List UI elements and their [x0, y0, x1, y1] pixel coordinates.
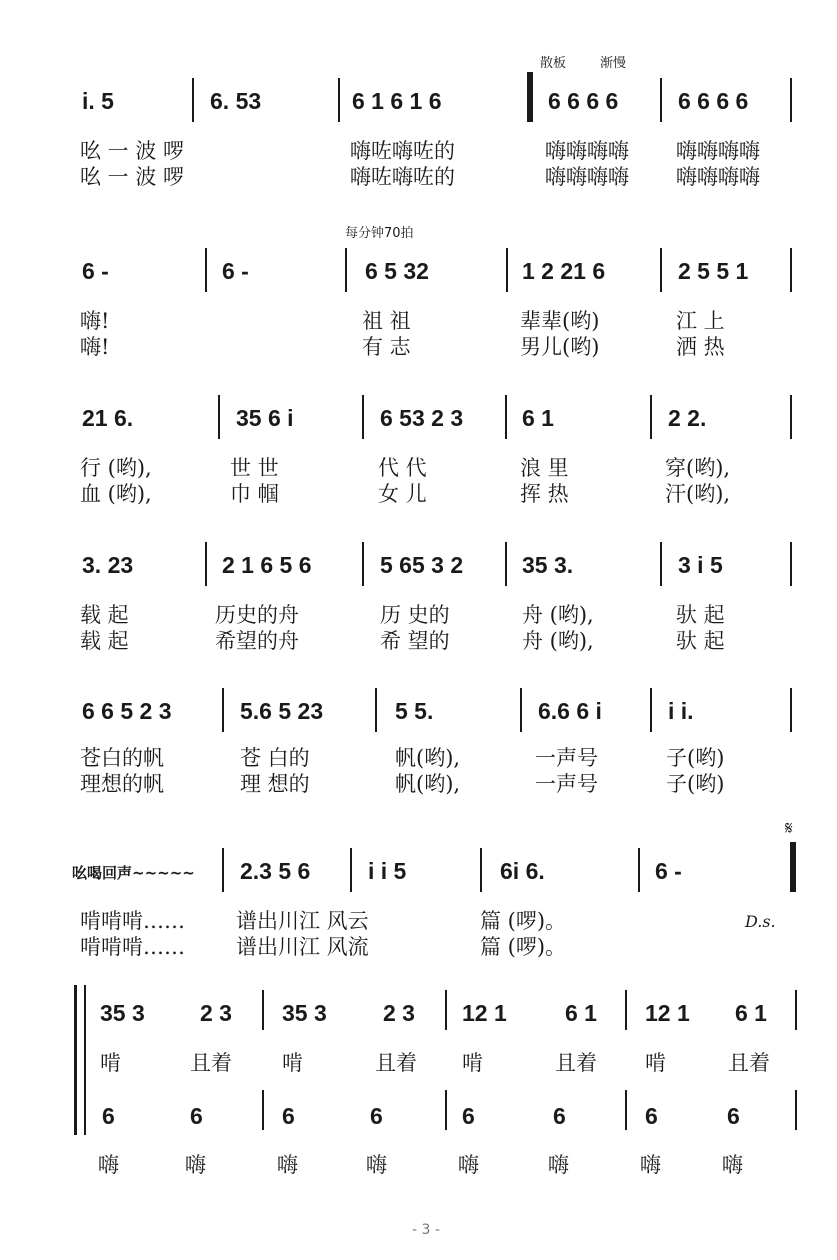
barline: [790, 395, 792, 439]
sys5-lyric-1c: 帆(哟),: [395, 746, 461, 770]
sys3-lyric-2c: 女 儿: [378, 482, 427, 506]
sys6-lyric-2c: 篇 (啰)。: [480, 935, 567, 959]
barline: [790, 248, 792, 292]
sys4-lyric-2c: 希 望的: [380, 629, 450, 653]
lower-note: 6: [190, 1103, 203, 1129]
lower-lyric: 嗨: [98, 1153, 119, 1177]
sys4-measure-5: 3 i 5: [678, 552, 723, 578]
sys3-measure-4: 6 1: [522, 405, 554, 431]
sys1-lyric-2a: 吆 一 波 啰: [80, 165, 185, 189]
sys4-lyric-2d: 舟 (哟),: [522, 629, 594, 653]
barline: [790, 78, 792, 122]
barline: [650, 688, 652, 732]
sys5-lyric-1e: 子(哟): [666, 746, 725, 770]
sys4-measure-1: 3. 23: [82, 552, 134, 578]
barline: [345, 248, 347, 292]
system-barline: [84, 985, 86, 1135]
lower-note: 6: [645, 1103, 658, 1129]
lower-note: 6: [102, 1103, 115, 1129]
barline: [790, 542, 792, 586]
end-barline: [790, 842, 796, 892]
lower-lyric: 嗨: [548, 1153, 569, 1177]
sys2-lyric-1c: 辈辈(哟): [520, 309, 600, 333]
sys2-measure-1: 6 -: [82, 258, 109, 284]
barline: [205, 542, 207, 586]
call-echo-label: 吆喝回声~~~~~: [72, 864, 195, 882]
barline: [362, 542, 364, 586]
barline: [638, 848, 640, 892]
barline: [505, 542, 507, 586]
sys1-measure-3: 6 1 6 1 6: [352, 88, 442, 114]
sys3-lyric-1a: 行 (哟),: [80, 456, 152, 480]
upper-lyric: 且着: [375, 1051, 417, 1075]
tempo-slow: 渐慢: [600, 56, 627, 71]
lower-lyric: 嗨: [366, 1153, 387, 1177]
upper-lyric: 啃: [282, 1051, 303, 1075]
upper-lyric: 啃: [100, 1051, 121, 1075]
barline: [480, 848, 482, 892]
sys6-lyric-2b: 谱出川江 风流: [236, 935, 369, 959]
sys1-lyric-1d: 嗨嗨嗨嗨: [676, 139, 760, 163]
barline: [625, 990, 627, 1030]
barline: [660, 542, 662, 586]
tempo-free: 散板: [540, 56, 567, 71]
sys6-lyric-2a: 啃啃啃……: [80, 935, 185, 959]
sys3-lyric-1b: 世 世: [230, 456, 279, 480]
lower-lyric: 嗨: [458, 1153, 479, 1177]
barline: [660, 248, 662, 292]
sys4-lyric-1b: 历史的舟: [215, 603, 299, 627]
dal-segno-mark: D.s.: [745, 912, 776, 931]
sys4-lyric-1d: 舟 (哟),: [522, 603, 594, 627]
sys6-measure-4: 6 -: [655, 858, 682, 884]
barline: [520, 688, 522, 732]
lower-note: 6: [462, 1103, 475, 1129]
sys3-lyric-1e: 穿(哟),: [665, 456, 731, 480]
sys4-lyric-1c: 历 史的: [380, 603, 450, 627]
sys5-lyric-2c: 帆(哟),: [395, 772, 461, 796]
sys2-lyric-2d: 洒 热: [676, 335, 725, 359]
lower-lyric: 嗨: [640, 1153, 661, 1177]
sys5-lyric-2d: 一声号: [535, 772, 598, 796]
sys2-measure-3: 6 5 32: [365, 258, 429, 284]
sys5-lyric-1b: 苍 白的: [240, 746, 310, 770]
sys2-measure-5: 2 5 5 1: [678, 258, 749, 284]
barline: [338, 78, 340, 122]
barline: [205, 248, 207, 292]
segno-icon: 𝄋: [785, 818, 793, 839]
sys6-measure-2: i i 5: [368, 858, 407, 884]
tempo-bpm: 每分钟70拍: [345, 226, 414, 241]
sys3-lyric-2e: 汗(哟),: [665, 482, 731, 506]
barline: [445, 990, 447, 1030]
sys2-lyric-2a: 嗨!: [80, 335, 110, 359]
upper-note: 6 1: [565, 1000, 597, 1026]
sys4-lyric-1a: 载 起: [80, 603, 129, 627]
sys4-measure-2: 2 1 6 5 6: [222, 552, 312, 578]
sys5-lyric-1a: 苍白的帆: [80, 746, 164, 770]
sys2-lyric-2c: 男儿(哟): [520, 335, 600, 359]
sys1-lyric-1b: 嗨咗嗨咗的: [350, 139, 455, 163]
lower-lyric: 嗨: [722, 1153, 743, 1177]
sys4-measure-3: 5 65 3 2: [380, 552, 464, 578]
upper-note: 2 3: [200, 1000, 232, 1026]
sys5-lyric-2e: 子(哟): [666, 772, 725, 796]
system-brace: [74, 985, 83, 1135]
sys6-lyric-1a: 啃啃啃……: [80, 909, 185, 933]
barline: [362, 395, 364, 439]
sys4-lyric-1e: 驮 起: [676, 603, 725, 627]
sys5-measure-3: 5 5.: [395, 698, 434, 724]
sys5-measure-4: 6.6 6 i: [538, 698, 602, 724]
sys1-measure-2: 6. 53: [210, 88, 262, 114]
sys3-measure-3: 6 53 2 3: [380, 405, 464, 431]
upper-note: 12 1: [645, 1000, 690, 1026]
upper-note: 6 1: [735, 1000, 767, 1026]
barline: [350, 848, 352, 892]
sys1-measure-5: 6 6 6 6: [678, 88, 749, 114]
barline: [262, 1090, 264, 1130]
sys6-lyric-1c: 篇 (啰)。: [480, 909, 567, 933]
lower-lyric: 嗨: [277, 1153, 298, 1177]
sys2-measure-4: 1 2 21 6: [522, 258, 606, 284]
barline: [660, 78, 662, 122]
sys2-lyric-2b: 有 志: [362, 335, 411, 359]
upper-note: 35 3: [100, 1000, 145, 1026]
barline: [650, 395, 652, 439]
upper-note: 2 3: [383, 1000, 415, 1026]
barline: [445, 1090, 447, 1130]
barline: [222, 848, 224, 892]
sys3-lyric-1c: 代 代: [378, 456, 427, 480]
barline: [506, 248, 508, 292]
barline: [790, 688, 792, 732]
sys2-lyric-1a: 嗨!: [80, 309, 110, 333]
lower-note: 6: [727, 1103, 740, 1129]
sys1-measure-4: 6 6 6 6: [548, 88, 619, 114]
sys3-measure-5: 2 2.: [668, 405, 707, 431]
sys3-measure-2: 35 6 i: [236, 405, 294, 431]
sys4-lyric-2a: 载 起: [80, 629, 129, 653]
sys3-lyric-1d: 浪 里: [520, 456, 569, 480]
sys3-measure-1: 21 6.: [82, 405, 134, 431]
upper-lyric: 且着: [555, 1051, 597, 1075]
sys5-measure-1: 6 6 5 2 3: [82, 698, 172, 724]
sys1-lyric-2b: 嗨咗嗨咗的: [350, 165, 455, 189]
barline: [795, 1090, 797, 1130]
sys5-measure-2: 5.6 5 23: [240, 698, 324, 724]
sys5-lyric-2b: 理 想的: [240, 772, 310, 796]
upper-note: 12 1: [462, 1000, 507, 1026]
sys1-lyric-1a: 吆 一 波 啰: [80, 139, 185, 163]
lower-lyric: 嗨: [185, 1153, 206, 1177]
sys4-measure-4: 35 3.: [522, 552, 574, 578]
barline: [222, 688, 224, 732]
upper-lyric: 且着: [728, 1051, 770, 1075]
sys4-lyric-2b: 希望的舟: [215, 629, 299, 653]
lower-note: 6: [282, 1103, 295, 1129]
sys1-measure-1: i. 5: [82, 88, 114, 114]
page-number: - 3 -: [412, 1222, 440, 1238]
sys3-lyric-2b: 巾 帼: [230, 482, 279, 506]
sys3-lyric-2a: 血 (哟),: [80, 482, 152, 506]
sys5-lyric-1d: 一声号: [535, 746, 598, 770]
sys1-lyric-1c: 嗨嗨嗨嗨: [545, 139, 629, 163]
sys1-lyric-2d: 嗨嗨嗨嗨: [676, 165, 760, 189]
repeat-barline: [527, 72, 533, 122]
sys1-lyric-2c: 嗨嗨嗨嗨: [545, 165, 629, 189]
upper-lyric: 啃: [645, 1051, 666, 1075]
barline: [625, 1090, 627, 1130]
sys6-measure-1: 2.3 5 6: [240, 858, 311, 884]
sys5-measure-5: i i.: [668, 698, 694, 724]
sys3-lyric-2d: 挥 热: [520, 482, 569, 506]
sys2-lyric-1d: 江 上: [676, 309, 725, 333]
barline: [795, 990, 797, 1030]
upper-note: 35 3: [282, 1000, 327, 1026]
sys2-measure-2: 6 -: [222, 258, 249, 284]
barline: [262, 990, 264, 1030]
sys5-lyric-2a: 理想的帆: [80, 772, 164, 796]
lower-note: 6: [553, 1103, 566, 1129]
sys4-lyric-2e: 驮 起: [676, 629, 725, 653]
barline: [192, 78, 194, 122]
barline: [505, 395, 507, 439]
lower-note: 6: [370, 1103, 383, 1129]
upper-lyric: 且着: [190, 1051, 232, 1075]
barline: [375, 688, 377, 732]
barline: [218, 395, 220, 439]
sys6-measure-3: 6i 6.: [500, 858, 545, 884]
sys2-lyric-1b: 祖 祖: [362, 309, 411, 333]
sys6-lyric-1b: 谱出川江 风云: [236, 909, 369, 933]
upper-lyric: 啃: [462, 1051, 483, 1075]
